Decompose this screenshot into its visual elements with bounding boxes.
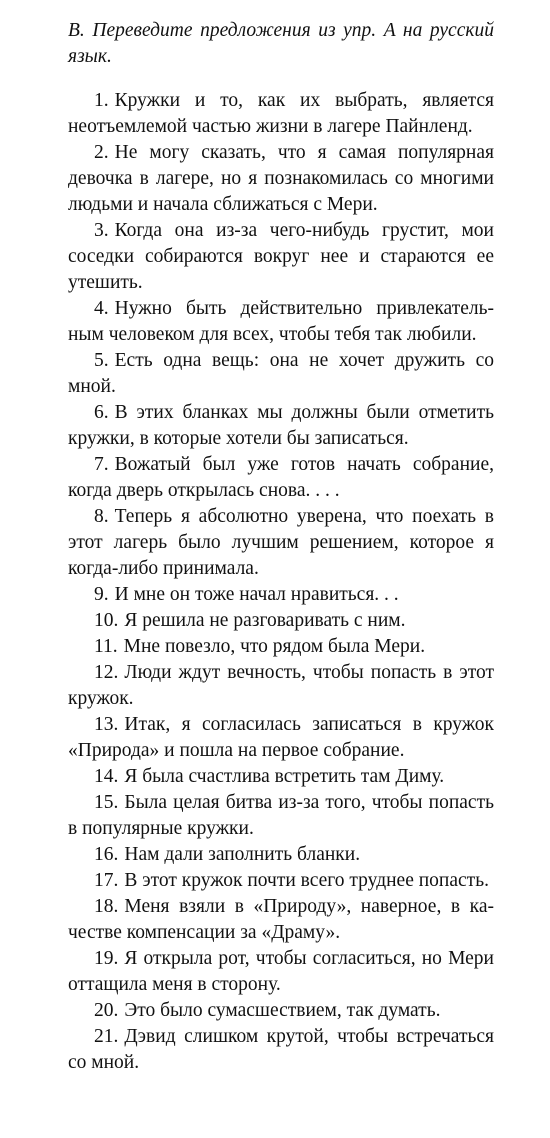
item-text: Не могу сказать, что я самая популярная девочка в лагере, но я познакомилась со многими людьми и начала сближаться с Мери. <box>68 142 494 215</box>
list-item <box>68 842 494 868</box>
item-text: Люди ждут вечность, чтобы попасть в этот кружок. <box>68 662 494 709</box>
list-item <box>68 712 494 764</box>
item-text: Есть одна вещь: она не хочет дружить со мной. <box>68 350 494 397</box>
item-number: 5. <box>94 350 109 371</box>
list-item <box>68 140 494 218</box>
list-item <box>68 348 494 400</box>
item-number: 17. <box>94 870 119 891</box>
item-number: 9. <box>94 584 109 605</box>
list-item <box>68 764 494 790</box>
list-item <box>68 452 494 504</box>
item-number: 7. <box>94 454 109 475</box>
item-number: 10. <box>94 610 119 631</box>
item-text: Я была счастлива встретить там Диму. <box>124 766 445 787</box>
item-text: Теперь я абсолютно уверена, что поехать в этот лагерь было лучшим решением, которое я когда-либо принимала. <box>68 506 494 579</box>
list-item <box>68 582 494 608</box>
item-text: Меня взяли в «Природу», наверное, в качестве компенсации за «Драму». <box>68 896 494 943</box>
item-number: 11. <box>94 636 118 657</box>
sentence-list <box>68 88 494 1076</box>
item-text: Нам дали заполнить бланки. <box>124 844 361 865</box>
item-number: 6. <box>94 402 109 423</box>
item-text: Это было сумасшествием, так думать. <box>124 1000 441 1021</box>
item-text: Я решила не разговаривать с ним. <box>124 610 406 631</box>
list-item <box>68 218 494 296</box>
item-number: 12. <box>94 662 119 683</box>
item-number: 15. <box>94 792 119 813</box>
item-number: 20. <box>94 1000 119 1021</box>
item-number: 21. <box>94 1026 119 1047</box>
item-text: Я открыла рот, чтобы согласиться, но Мери оттащила меня в сторону. <box>68 948 494 995</box>
list-item <box>68 998 494 1024</box>
item-number: 18. <box>94 896 119 917</box>
list-item <box>68 1024 494 1076</box>
item-text: Когда она из-за чего-нибудь грустит, мои соседки собираются вокруг нее и стараются ее утешить. <box>68 220 494 293</box>
list-item <box>68 634 494 660</box>
list-item <box>68 660 494 712</box>
item-text: И мне он тоже начал нравиться. . . <box>114 584 399 605</box>
item-number: 4. <box>94 298 109 319</box>
list-item <box>68 88 494 140</box>
item-text: Мне повезло, что рядом была Мери. <box>123 636 426 657</box>
exercise-heading: B. Переведите предложения из упр. A на русский язык. <box>68 20 494 67</box>
item-text: Дэвид слишком крутой, чтобы встречаться со мной. <box>68 1026 494 1073</box>
item-number: 8. <box>94 506 109 527</box>
item-text: Вожатый был уже готов начать собрание, когда дверь открылась снова. . . . <box>68 454 494 501</box>
item-number: 14. <box>94 766 119 787</box>
list-item <box>68 608 494 634</box>
item-number: 2. <box>94 142 109 163</box>
item-text: Нужно быть действительно привлекательным человеком для всех, чтобы тебя так любили. <box>68 298 494 345</box>
list-item <box>68 296 494 348</box>
item-number: 13. <box>94 714 119 735</box>
item-text: Итак, я согласилась записаться в кружок «Природа» и пошла на первое собрание. <box>68 714 494 761</box>
list-item <box>68 946 494 998</box>
item-text: Была целая битва из-за того, чтобы попасть в популярные кружки. <box>68 792 494 839</box>
item-number: 3. <box>94 220 109 241</box>
item-number: 19. <box>94 948 119 969</box>
item-number: 1. <box>94 90 109 111</box>
list-item <box>68 504 494 582</box>
exercise-page <box>68 18 494 1076</box>
item-text: В этот кружок почти всего труднее попасть. <box>124 870 489 891</box>
list-item <box>68 400 494 452</box>
list-item <box>68 868 494 894</box>
item-number: 16. <box>94 844 119 865</box>
list-item <box>68 894 494 946</box>
item-text: Кружки и то, как их выбрать, является неотъемлемой частью жизни в лагере Пайнленд. <box>68 90 494 137</box>
item-text: В этих бланках мы должны были отметить кружки, в которые хотели бы записаться. <box>68 402 494 449</box>
list-item <box>68 790 494 842</box>
